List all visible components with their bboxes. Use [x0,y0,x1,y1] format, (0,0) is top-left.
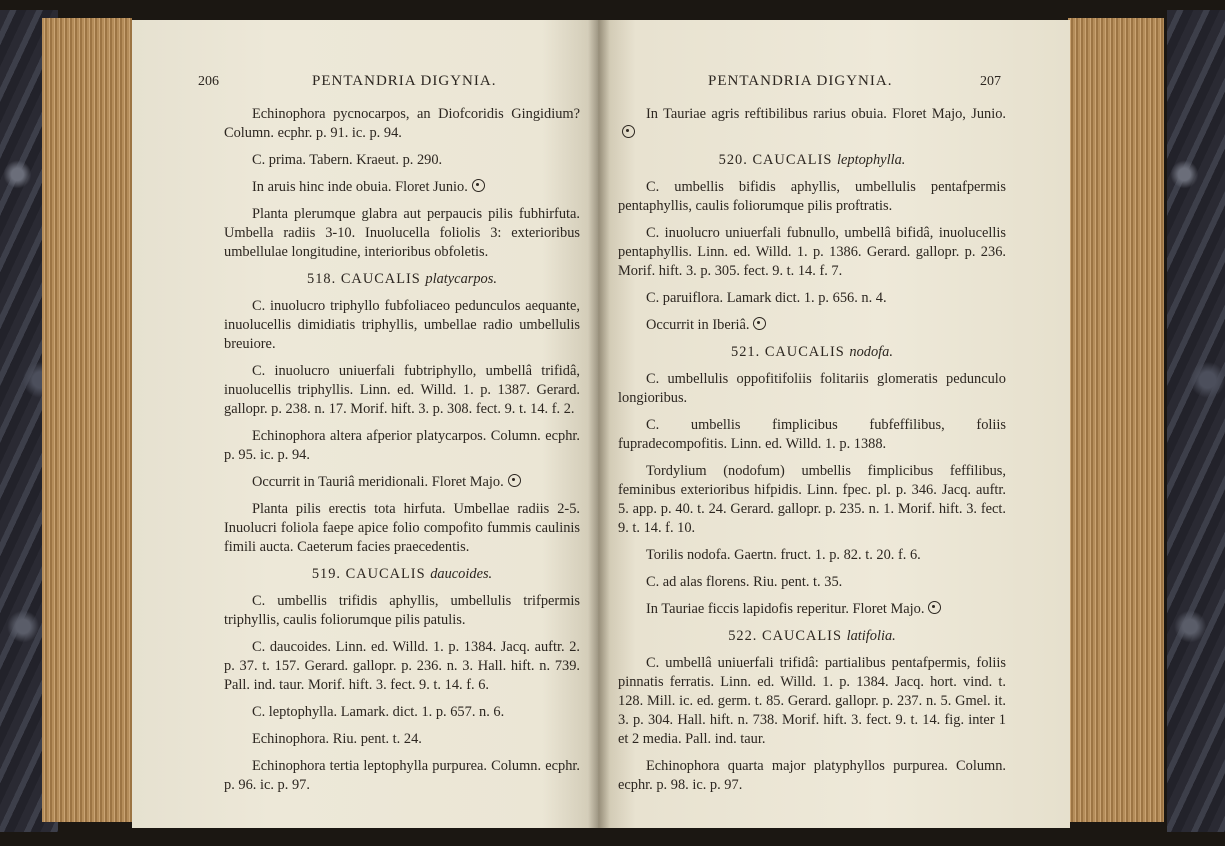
text-paragraph [618,289,1006,308]
species-number: 520. [718,152,748,168]
species-epithet: platycarpos. [425,271,497,287]
paragraph-text: In aruis hinc inde obuia. Floret Junio. [252,179,468,195]
running-head-title: PENTANDRIA DIGYNIA. [312,73,497,89]
paragraph-text: Occurrit in Tauriâ meridionali. Floret Majo. [252,474,504,490]
paragraph-text: C. umbellâ uniuerfali trifidâ: partialibus pentafpermis, foliis pinnatis ferratis. Linn. ed. Willd. 1. p. 1384. Jacq. hort. vind. t. 128. Mill. ic. ed. germ. t. 85. Gerard. gallopr. p. 237. n. 5. Gmel. it. 3. p. 304. Hall. hift. n. 738. Morif. hift. 3. fect. 9. t. 14. fig. inter 1 et 2 media. Pall. ind. taur. [618,655,1006,747]
paragraph-text: C. inuolucro uniuerfali fubtriphyllo, umbellâ trifidâ, inuolucellis triphyllis. Linn. ed. Willd. 1. p. 1387. Gerard. gallopr. p. 238. n. 17. Morif. hift. 3. p. 308. fect. 9. t. 14. f. 2. [224,363,580,417]
text-paragraph [618,654,1006,749]
text-paragraph [224,730,580,749]
left-page-text [224,105,580,803]
species-epithet: leptophylla. [837,152,906,168]
species-epithet: daucoides. [430,566,493,582]
paragraph-text: Echinophora quarta major platyphyllos purpurea. Column. ecphr. p. 98. ic. p. 97. [618,758,1006,793]
annual-plant-symbol-icon [928,601,941,614]
text-paragraph [224,205,580,262]
annual-plant-symbol-icon [472,179,485,192]
paragraph-text: Echinophora. Riu. pent. t. 24. [252,731,422,747]
paragraph-text: Echinophora tertia leptophylla purpurea. Column. ecphr. p. 96. ic. p. 97. [224,758,580,793]
genus-name: CAUCALIS [340,271,421,287]
text-paragraph [224,592,580,630]
paragraph-text: C. umbellis bifidis aphyllis, umbellulis pentafpermis pentaphyllis, caulis foliorumque pilis proftratis. [618,179,1006,214]
text-paragraph [224,638,580,695]
book-gutter [588,20,610,828]
paragraph-text: Torilis nodofa. Gaertn. fruct. 1. p. 82. t. 20. f. 6. [646,547,921,563]
marbled-cover-right [1167,10,1225,832]
text-paragraph [618,600,1006,619]
text-paragraph [618,316,1006,335]
paragraph-text: Echinophora pycnocarpos, an Diofcoridis Gingidium? Column. ecphr. p. 91. ic. p. 94. [224,106,580,141]
species-number: 518. [307,271,337,287]
text-paragraph [618,462,1006,538]
page-edges-left [42,18,132,822]
right-page [598,20,1070,828]
annual-plant-symbol-icon [753,317,766,330]
text-paragraph [224,362,580,419]
species-heading [618,343,1006,362]
species-heading [618,627,1006,646]
text-paragraph [224,703,580,722]
paragraph-text: C. ad alas florens. Riu. pent. t. 35. [646,574,843,590]
paragraph-text: C. inuolucro triphyllo fubfoliaceo pedunculos aequante, inuolucellis dimidiatis triphyllis, umbellae radio umbellulis breuiore. [224,298,580,352]
text-paragraph [224,178,580,197]
text-paragraph [224,151,580,170]
paragraph-text: C. prima. Tabern. Kraeut. p. 290. [252,152,443,168]
paragraph-text: C. inuolucro uniuerfali fubnullo, umbellâ bifidâ, inuolucellis pentaphyllis. Linn. ed. Willd. 1. p. 1386. Gerard. gallopr. p. 236. Morif. hift. 3. p. 305. fect. 9. t. 14. f. 7. [618,225,1006,279]
text-paragraph [224,473,580,492]
species-epithet: latifolia. [846,628,896,644]
text-paragraph [618,105,1006,143]
text-paragraph [224,297,580,354]
text-paragraph [224,757,580,795]
paragraph-text: Tordylium (nodofum) umbellis fimplicibus feffilibus, feminibus exterioribus hifpidis. Linn. fpec. pl. p. 346. Jacq. auftr. 5. app. p. 40. t. 24. Gerard. gallopr. p. 235. n. 1. Morif. hift. 3. fect. 9. t. 14. f. 10. [618,463,1006,536]
running-head-title: PENTANDRIA DIGYNIA. [708,73,893,89]
paragraph-text: In Tauriae ficcis lapidofis reperitur. Floret Majo. [646,601,925,617]
genus-name: CAUCALIS [752,152,833,168]
genus-name: CAUCALIS [345,566,426,582]
paragraph-text: Planta pilis erectis tota hirfuta. Umbellae radiis 2-5. Inuolucri foliola faepe apice folio compofito fummis caulinis fimili aucta. Caeterum facies praecedentis. [224,501,580,555]
genus-name: CAUCALIS [762,628,842,644]
left-page [132,20,598,828]
species-epithet: nodofa. [849,344,893,360]
paragraph-text: In Tauriae agris reftibilibus rarius obuia. Floret Majo, Junio. [646,106,1006,122]
paragraph-text: C. umbellulis oppofitifoliis folitariis glomeratis pedunculo longioribus. [618,371,1006,406]
paragraph-text: C. daucoides. Linn. ed. Willd. 1. p. 1384. Jacq. auftr. 2. p. 37. t. 157. Gerard. gallopr. p. 236. n. 3. Hall. hift. n. 739. Pall. ind. taur. Morif. hift. 3. fect. 9. t. 14. f. 6. [224,639,580,693]
page-number: 206 [198,74,219,89]
text-paragraph [224,427,580,465]
species-number: 522. [728,628,758,644]
text-paragraph [224,500,580,557]
page-edges-right [1068,18,1164,822]
species-heading [224,270,580,289]
text-paragraph [224,105,580,143]
text-paragraph [618,416,1006,454]
paragraph-text: C. umbellis fimplicibus fubfeffilibus, foliis fupradecompofitis. Linn. ed. Willd. 1. p. 1388. [618,417,1006,452]
paragraph-text: Echinophora altera afperior platycarpos. Column. ecphr. p. 95. ic. p. 94. [224,428,580,463]
text-paragraph [618,546,1006,565]
paragraph-text: C. leptophylla. Lamark. dict. 1. p. 657. n. 6. [252,704,505,720]
text-paragraph [618,573,1006,592]
genus-name: CAUCALIS [764,344,845,360]
species-heading [224,565,580,584]
text-paragraph [618,224,1006,281]
annual-plant-symbol-icon [622,125,635,138]
paragraph-text: C. umbellis trifidis aphyllis, umbellulis trifpermis triphyllis, caulis foliorumque pilis patulis. [224,593,580,628]
species-number: 519. [311,566,342,582]
text-paragraph [618,370,1006,408]
right-page-text [618,105,1006,803]
annual-plant-symbol-icon [508,474,521,487]
species-number: 521. [731,344,761,360]
paragraph-text: Planta plerumque glabra aut perpaucis pilis fubhirfuta. Umbella radiis 3-10. Inuolucella foliolis 3: exterioribus umbellulae longitudine, interioribus obfoletis. [224,206,580,260]
paragraph-text: C. paruiflora. Lamark dict. 1. p. 656. n. 4. [646,290,887,306]
text-paragraph [618,178,1006,216]
page-number: 207 [980,74,1001,89]
species-heading [618,151,1006,170]
paragraph-text: Occurrit in Iberiâ. [646,317,750,333]
text-paragraph [618,757,1006,795]
